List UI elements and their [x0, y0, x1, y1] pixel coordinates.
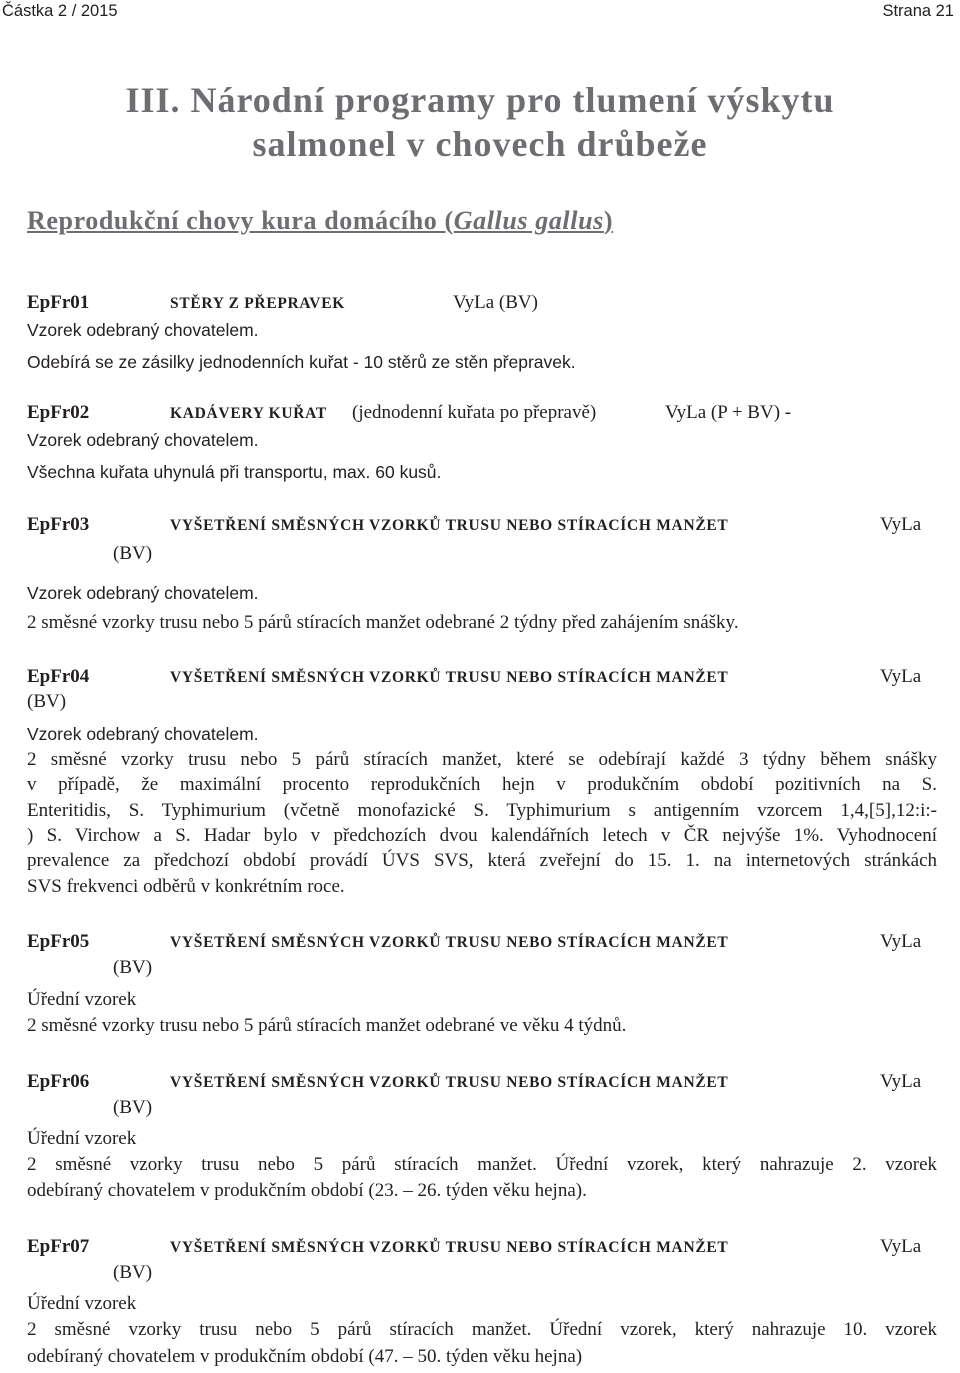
section-code: EpFr04 — [27, 666, 90, 687]
sample-source: Vzorek odebraný chovatelem. — [27, 583, 259, 603]
page-title-line-2: salmonel v chovech drůbeže — [252, 124, 708, 164]
subtitle-text: Reprodukční chovy kura domácího ( — [27, 206, 454, 235]
sample-source: Vzorek odebraný chovatelem. — [27, 320, 259, 340]
section-lab: VyLa — [880, 931, 922, 952]
section-lab: VyLa (BV) — [453, 292, 538, 313]
section-text-line: 2 směsné vzorky trusu nebo 5 párů stíracích manžet, které se odebírají každé 3 týdny během snášky — [27, 749, 937, 770]
sample-source: Vzorek odebraný chovatelem. — [27, 724, 259, 744]
sample-source: Vzorek odebraný chovatelem. — [27, 430, 259, 450]
section-lab: VyLa — [880, 514, 922, 535]
section-code: EpFr06 — [27, 1071, 90, 1092]
section-code: EpFr05 — [27, 931, 90, 952]
section-method: VYŠETŘENÍ SMĚSNÝCH VZORKŮ TRUSU NEBO STÍRACÍCH MANŽET — [170, 934, 729, 951]
sample-source: Úřední vzorek — [27, 1128, 137, 1149]
section-text: Všechna kuřata uhynulá při transportu, max. 60 kusů. — [27, 462, 442, 482]
section-method: VYŠETŘENÍ SMĚSNÝCH VZORKŮ TRUSU NEBO STÍRACÍCH MANŽET — [170, 669, 729, 686]
section-method-note: (jednodenní kuřata po přepravě) — [352, 402, 597, 423]
section-lab-method: (BV) — [113, 1262, 153, 1283]
section-text-line: odebíraný chovatelem v produkčním období (23. – 26. týden věku hejna). — [27, 1180, 587, 1201]
section-lab-method: (BV) — [113, 1097, 153, 1118]
section-code: EpFr03 — [27, 514, 90, 535]
section-method: STĚRY Z PŘEPRAVEK — [170, 295, 345, 312]
section-text-line: SVS frekvenci odběrů v konkrétním roce. — [27, 876, 345, 897]
page-header-issue: Částka 2 / 2015 — [2, 2, 118, 20]
subtitle-species: Gallus gallus — [453, 206, 604, 235]
sample-source: Úřední vzorek — [27, 989, 137, 1010]
section-code: EpFr01 — [27, 292, 90, 313]
subtitle-close: ) — [603, 206, 614, 235]
section-text-line: Enteritidis, S. Typhimurium (včetně monofazické S. Typhimurium s antigenním vzorcem 1,4,[5],12:i:- — [27, 800, 937, 821]
section-lab: VyLa (P + BV) - — [665, 402, 792, 423]
section-lab-method: (BV) — [27, 691, 67, 712]
section-text-line: v případě, že maximální procento reprodukčních hejn v produkčním období pozitivních na S. — [27, 774, 937, 795]
section-method: VYŠETŘENÍ SMĚSNÝCH VZORKŮ TRUSU NEBO STÍRACÍCH MANŽET — [170, 517, 729, 534]
section-lab: VyLa — [880, 1071, 922, 1092]
section-text: Odebírá se ze zásilky jednodenních kuřat - 10 stěrů ze stěn přepravek. — [27, 352, 576, 372]
section-lab-method: (BV) — [113, 543, 153, 564]
section-method: KADÁVERY KUŘAT — [170, 405, 327, 422]
section-text-line: prevalence za předchozí období provádí ÚVS SVS, která zveřejní do 15. 1. na internetových stránkách — [27, 850, 937, 871]
section-lab: VyLa — [880, 666, 922, 687]
section-text-line: odebíraný chovatelem v produkčním období (47. – 50. týden věku hejna) — [27, 1346, 583, 1367]
section-code: EpFr02 — [27, 402, 90, 423]
section-subtitle — [27, 206, 613, 236]
section-code: EpFr07 — [27, 1236, 90, 1257]
section-text-line: 2 směsné vzorky trusu nebo 5 párů stíracích manžet. Úřední vzorek, který nahrazuje 2. vzorek — [27, 1154, 937, 1175]
section-text-line: 2 směsné vzorky trusu nebo 5 párů stíracích manžet. Úřední vzorek, který nahrazuje 10. vzorek — [27, 1319, 937, 1340]
section-text-line: ) S. Virchow a S. Hadar bylo v předchozích dvou kalendářních letech v ČR nejvýše 1%. Vyhodnocení — [27, 825, 937, 846]
sample-source: Úřední vzorek — [27, 1293, 137, 1314]
section-text: 2 směsné vzorky trusu nebo 5 párů stíracích manžet odebrané ve věku 4 týdnů. — [27, 1015, 627, 1036]
section-text: 2 směsné vzorky trusu nebo 5 párů stíracích manžet odebrané 2 týdny před zahájením snášky. — [27, 612, 739, 633]
page-header-page-number: Strana 21 — [882, 2, 954, 20]
page-title-line-1: III. Národní programy pro tlumení výskytu — [125, 80, 835, 120]
section-lab-method: (BV) — [113, 957, 153, 978]
section-method: VYŠETŘENÍ SMĚSNÝCH VZORKŮ TRUSU NEBO STÍRACÍCH MANŽET — [170, 1239, 729, 1256]
page-title — [0, 78, 960, 166]
section-lab: VyLa — [880, 1236, 922, 1257]
section-method: VYŠETŘENÍ SMĚSNÝCH VZORKŮ TRUSU NEBO STÍRACÍCH MANŽET — [170, 1074, 729, 1091]
